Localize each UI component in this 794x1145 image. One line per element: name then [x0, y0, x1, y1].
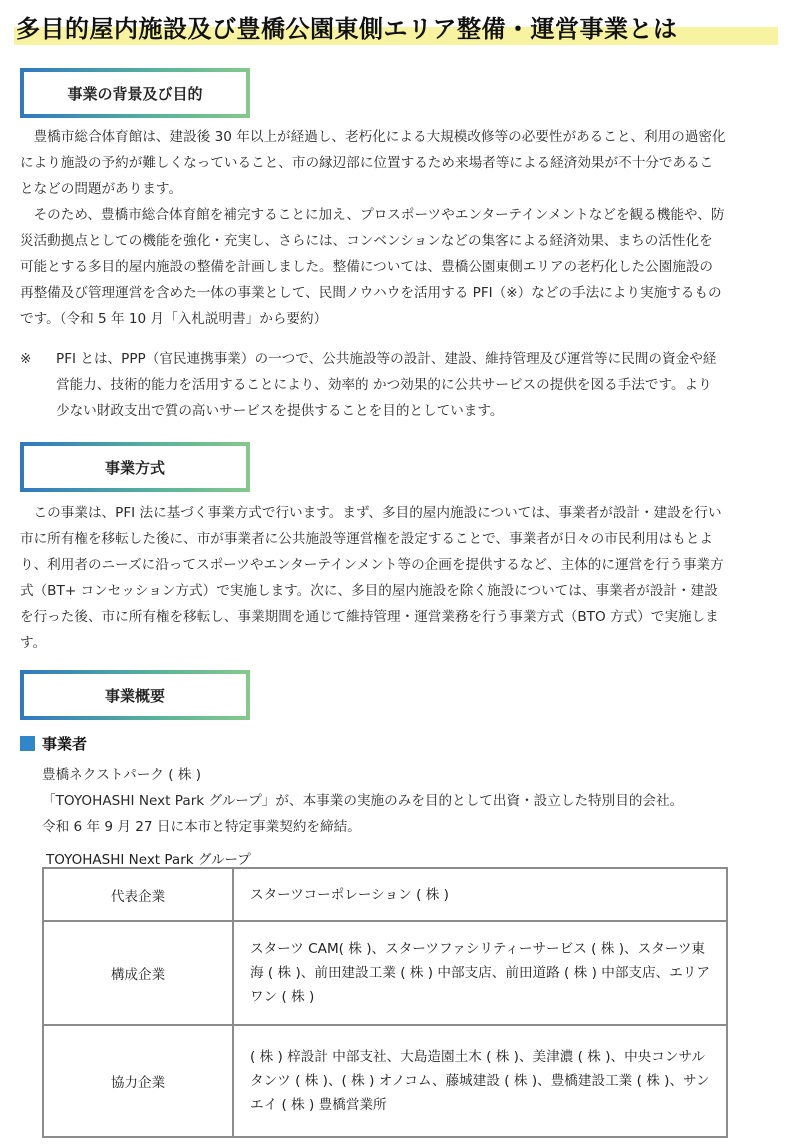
role-cell: 構成企業 — [43, 921, 233, 1025]
title-banner — [14, 6, 778, 46]
pfi-note — [20, 346, 720, 424]
table-row — [43, 1025, 727, 1137]
operator-label: 事業者 — [42, 735, 88, 753]
section-heading-label: 事業の背景及び目的 — [24, 72, 246, 114]
page-title: 多目的屋内施設及び豊橋公園東側エリア整備・運営事業とは — [16, 15, 678, 43]
operator-details — [42, 762, 762, 840]
section-heading-label: 事業方式 — [24, 446, 246, 488]
role-cell: 協力企業 — [43, 1025, 233, 1137]
background-paragraph-1: 豊橋市総合体育館は、建設後 30 年以上が経過し、老朽化による大規模改修等の必要性があること、利用の過密化により施設の予約が難しくなっていること、市の縁辺部に位置するため来場者等による経済効果が不十分であることなどの問題があります。 — [20, 129, 726, 197]
background-paragraph-2: そのため、豊橋市総合体育館を補完することに加え、プロスポーツやエンターテインメントなどを観る機能や、防災活動拠点としての機能を強化・充実し、さらには、コンベンションなどの集客による経済効果、まちの活性化を可能とする多目的屋内施設の整備を計画しました。整備については、豊橋公園東側エリアの老朽化した公園施設の再整備及び管理運営を含めた一体の事業として、民間ノウハウを活用する PFI（※）などの手法により実施するものです。（令和 5 年 10 月「入札説明書」から要約） — [20, 207, 725, 327]
companies-cell: スターツ CAM( 株 )、スターツファシリティーサービス ( 株 )、スターツ東海 ( 株 )、前田建設工業 ( 株 ) 中部支店、前田道路 ( 株 ) 中部支店、エリアワン ( 株 ) — [233, 921, 727, 1025]
operator-line: 豊橋ネクストパーク ( 株 ) — [42, 767, 202, 783]
section-heading-overview — [20, 670, 250, 720]
section-heading-background — [20, 68, 250, 118]
operator-line: 令和 6 年 9 月 27 日に本市と特定事業契約を締結。 — [42, 819, 361, 835]
pfi-note-text: PFI とは、PPP（官民連携事業）の一つで、公共施設等の設計、建設、維持管理及び運営等に民間の資金や経営能力、技術的能力を活用することにより、効率的 かつ効果的に公共サービスの提供を図る手法です。より少ない財政支出で質の高いサービスを提供することを目的としています。 — [56, 351, 717, 419]
operator-subheading — [20, 733, 87, 754]
table-row — [43, 868, 727, 921]
consortium-table — [42, 867, 728, 1138]
companies-cell: ( 株 ) 梓設計 中部支社、大島造園土木 ( 株 )、美津濃 ( 株 )、中央コンサルタンツ ( 株 )、( 株 ) オノコム、藤城建設 ( 株 )、豊橋建設工業 ( 株 )、サンエイ ( 株 ) 豊橋営業所 — [233, 1025, 727, 1137]
square-bullet-icon — [20, 736, 35, 751]
method-paragraph: この事業は、PFI 法に基づく事業方式で行います。まず、多目的屋内施設については、事業者が設計・建設を行い市に所有権を移転した後に、市が事業者に公共施設等運営権を設定することで、事業者が日々の市民利用はもとより、利用者のニーズに沿ってスポーツやエンターテインメント等の企画を提供するなど、主体的に運営を行う事業方式（BT+ コンセッション方式）で実施します。次に、多目的屋内施設を除く施設については、事業者が設計・建設を行った後、市に所有権を移転し、事業期間を通じて維持管理・運営業務を行う事業方式（BTO 方式）で実施します。 — [20, 505, 724, 651]
table-row — [43, 921, 727, 1025]
operator-line: 「TOYOHASHI Next Park グループ」が、本事業の実施のみを目的として出資・設立した特別目的会社。 — [42, 793, 684, 809]
section-heading-method — [20, 442, 250, 492]
note-mark: ※ — [20, 351, 32, 367]
companies-cell: スターツコーポレーション ( 株 ) — [233, 868, 727, 921]
section-heading-label: 事業概要 — [24, 674, 246, 716]
table-caption: TOYOHASHI Next Park グループ — [46, 852, 251, 868]
role-cell: 代表企業 — [43, 868, 233, 921]
